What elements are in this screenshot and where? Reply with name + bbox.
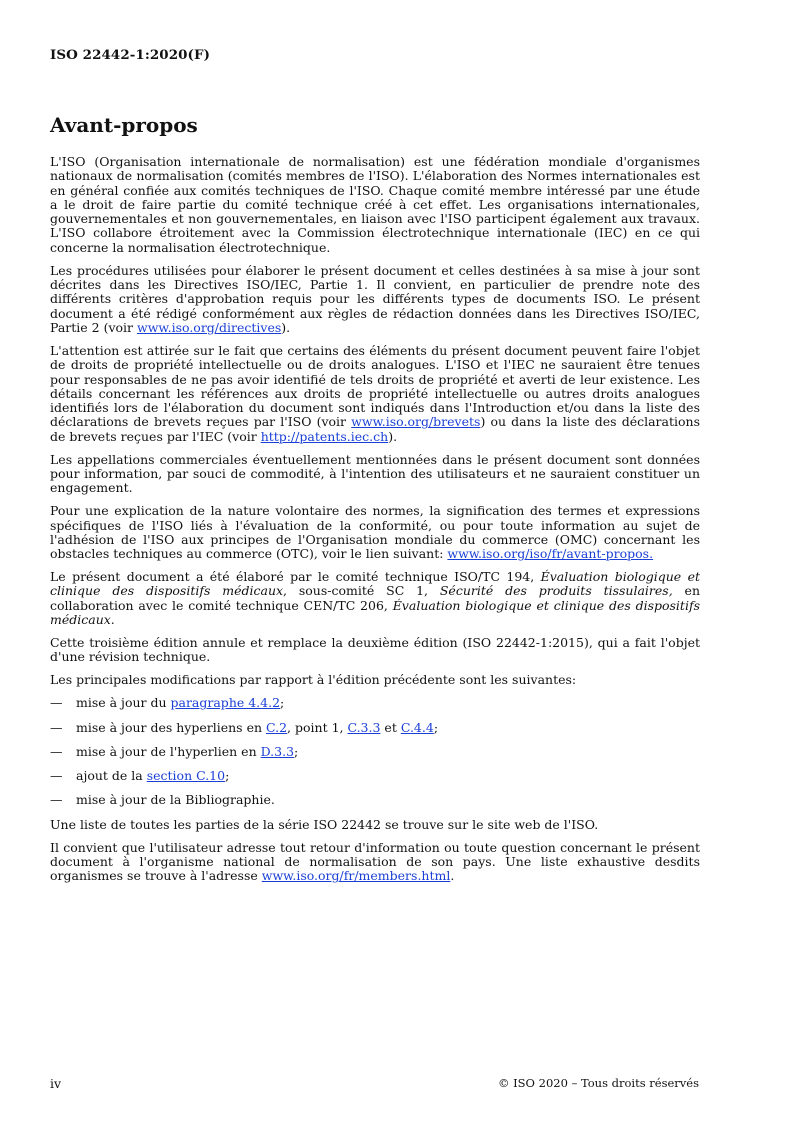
paragraph-series-parts: Une liste de toutes les parties de la série ISO 22442 se trouve sur le site web de l'ISO. — [50, 816, 599, 832]
paragraph-committee: Le présent document a été élaboré par le comité technique ISO/TC 194, Évaluation biologique et clinique des dispositifs médicaux, sous-comité SC 1, Sécurité des produits tissulaires, en collaboration avec le comité technique CEN/TC 206, Évaluation biologique et clinique des dispositifs médicaux. — [50, 569, 700, 628]
dash-marker: — — [50, 719, 63, 735]
list-item: — mise à jour de la Bibliographie. — [50, 792, 275, 808]
directives-link[interactable]: www.iso.org/directives — [137, 319, 282, 335]
document-id: ISO 22442-1:2020(F) — [50, 47, 211, 63]
paragraph-changes-intro: Les principales modifications par rapport à l'édition précédente sont les suivantes: — [50, 672, 577, 688]
page-title: Avant-propos — [50, 113, 198, 137]
dash-marker: — — [50, 792, 63, 808]
dash-marker: — — [50, 768, 63, 784]
members-link[interactable]: www.iso.org/fr/members.html — [261, 868, 451, 884]
iso-patents-link[interactable]: www.iso.org/brevets — [351, 414, 481, 430]
paragraph-feedback: Il convient que l'utilisateur adresse tout retour d'information ou toute question concernant le présent document à l'organisme national de normalisation de son pays. Une liste exhaustive desdits organismes se trouve à l'adresse www.iso.org/fr/members.html. — [50, 839, 700, 884]
paragraph-iso-intro: L'ISO (Organisation internationale de normalisation) est une fédération mondiale d'organismes nationaux de normalisation (comités membres de l'ISO). L'élaboration des Normes internationales est en général confiée aux comités techniques de l'ISO. Chaque comité membre intéressé par une étude a le droit de faire partie du comité technique créé à cet effet. Les organisations internationales, gouvernementales et non gouvernementales, en liaison avec l'ISO participent également aux travaux. L'ISO collabore étroitement avec la Commission électrotechnique internationale (IEC) en ce qui concerne la normalisation électrotechnique. — [50, 154, 700, 255]
dash-marker: — — [50, 743, 63, 759]
list-item: — ajout de la section C.10; — [50, 768, 230, 784]
foreword-link[interactable]: www.iso.org/iso/fr/avant-propos. — [447, 546, 654, 562]
c-3-3-link[interactable]: C.3.3 — [347, 719, 381, 735]
c-4-4-link[interactable]: C.4.4 — [400, 719, 434, 735]
c-2-link[interactable]: C.2 — [266, 719, 288, 735]
copyright-notice: © ISO 2020 – Tous droits réservés — [497, 1076, 699, 1090]
list-item: — mise à jour du paragraphe 4.4.2; — [50, 695, 285, 711]
iec-patents-link[interactable]: http://patents.iec.ch — [260, 428, 389, 444]
d-3-3-link[interactable]: D.3.3 — [260, 743, 295, 759]
list-item: — mise à jour de l'hyperlien en D.3.3; — [50, 743, 299, 759]
paragraph-procedures: Les procédures utilisées pour élaborer le présent document et celles destinées à sa mise à jour sont décrites dans les Directives ISO/IEC, Partie 1. Il convient, en particulier de prendre note des différents critères d'approbation requis pour les différents types de documents ISO. Le présent document a été rédigé conformément aux règles de rédaction données dans les Directives ISO/IEC, Partie 2 (voir www.iso.org/directives). — [50, 262, 700, 335]
foreword-body — [50, 155, 700, 892]
section-c-10-link[interactable]: section C.10 — [146, 768, 226, 784]
paragraph-patents: L'attention est attirée sur le fait que certains des éléments du présent document peuvent faire l'objet de droits de propriété intellectuelle ou de droits analogues. L'ISO et l'IEC ne sauraient être tenues pour responsables de ne pas avoir identifié de tels droits de propriété et averti de leur existence. Les détails concernant les références aux droits de propriété intellectuelle ou autres droits analogues identifiés lors de l'élaboration du document sont indiqués dans l'Introduction et/ou dans la liste des déclarations de brevets reçues par l'ISO (voir www.iso.org/brevets) ou dans la liste des déclarations de brevets reçues par l'IEC (voir http://patents.iec.ch). — [50, 342, 700, 444]
dash-marker: — — [50, 695, 63, 711]
list-item: — mise à jour des hyperliens en C.2, point 1, C.3.3 et C.4.4; — [50, 719, 439, 735]
page-number: iv — [50, 1076, 62, 1091]
paragraph-edition: Cette troisième édition annule et remplace la deuxième édition (ISO 22442-1:2015), qui a fait l'objet d'une révision technique. — [50, 635, 700, 665]
paragraph-trade-names: Les appellations commerciales éventuellement mentionnées dans le présent document sont données pour information, par souci de commodité, à l'intention des utilisateurs et ne sauraient constituer un engagement. — [50, 451, 700, 496]
paragraph-voluntary-nature: Pour une explication de la nature volontaire des normes, la signification des termes et expressions spécifiques de l'ISO liés à l'évaluation de la conformité, ou pour toute information au sujet de l'adhésion de l'ISO aux principes de l'Organisation mondiale du commerce (OMC) concernant les obstacles techniques au commerce (OTC), voir le lien suivant: www.iso.org/iso/fr/avant-propos. — [50, 503, 700, 562]
paragraph-4-4-2-link[interactable]: paragraphe 4.4.2 — [170, 695, 281, 711]
